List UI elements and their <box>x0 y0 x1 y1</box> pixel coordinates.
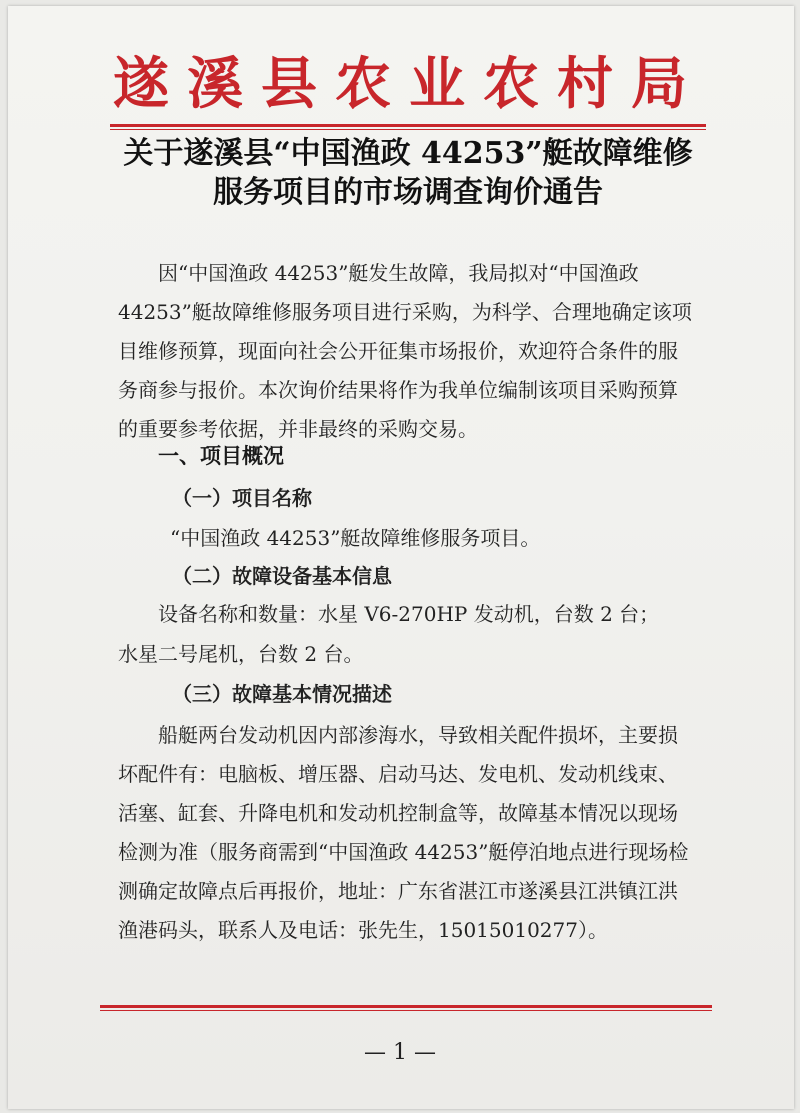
notice-title-line-2: 服务项目的市场调查询价通告 <box>213 175 603 210</box>
subsection-heading-project-name: （一）项目名称 <box>172 486 312 510</box>
organization-header: 遂溪县农业农村局 <box>113 51 705 117</box>
subsection-heading-fault-description: （三）故障基本情况描述 <box>172 682 392 706</box>
notice-title-line-1: 关于遂溪县“中国渔政 44253”艇故障维修 <box>123 136 693 171</box>
fault-description-paragraph: 船艇两台发动机因内部渗海水，导致相关配件损坏，主要损坏配件有：电脑板、增压器、启动马达、发电机、发动机线束、活塞、缸套、升降电机和发动机控制盒等，故障基本情况以现场检测为准（服务商需到“中国渔政 44253”艇停泊地点进行现场检测确定故障点后再报价，地址：广东省湛江市遂溪县江洪镇江洪渔港码头，联系人及电话：张先生，15015010277）。 <box>118 723 689 942</box>
page-number: — 1 — <box>364 1040 436 1065</box>
equipment-info-line-2: 水星二号尾机，台数 2 台。 <box>118 642 364 666</box>
footer-red-rule <box>100 1005 712 1008</box>
footer-red-rule-thin <box>100 1010 712 1011</box>
intro-paragraph: 因“中国渔政 44253”艇发生故障，我局拟对“中国渔政 44253”艇故障维修服务项目进行采购，为科学、合理地确定该项目维修预算，现面向社会公开征集市场报价，欢迎符合条件的服务商参与报价。本次询价结果将作为我单位编制该项目采购预算的重要参考依据，并非最终的采购交易。 <box>118 261 692 441</box>
project-name-text: “中国渔政 44253”艇故障维修服务项目。 <box>170 526 541 550</box>
header-red-rule-thin <box>110 129 706 130</box>
section-heading-overview: 一、项目概况 <box>158 443 284 468</box>
subsection-heading-equipment-info: （二）故障设备基本信息 <box>172 564 392 588</box>
header-red-rule <box>110 124 706 127</box>
equipment-info-line-1: 设备名称和数量：水星 V6-270HP 发动机，台数 2 台； <box>158 602 660 626</box>
